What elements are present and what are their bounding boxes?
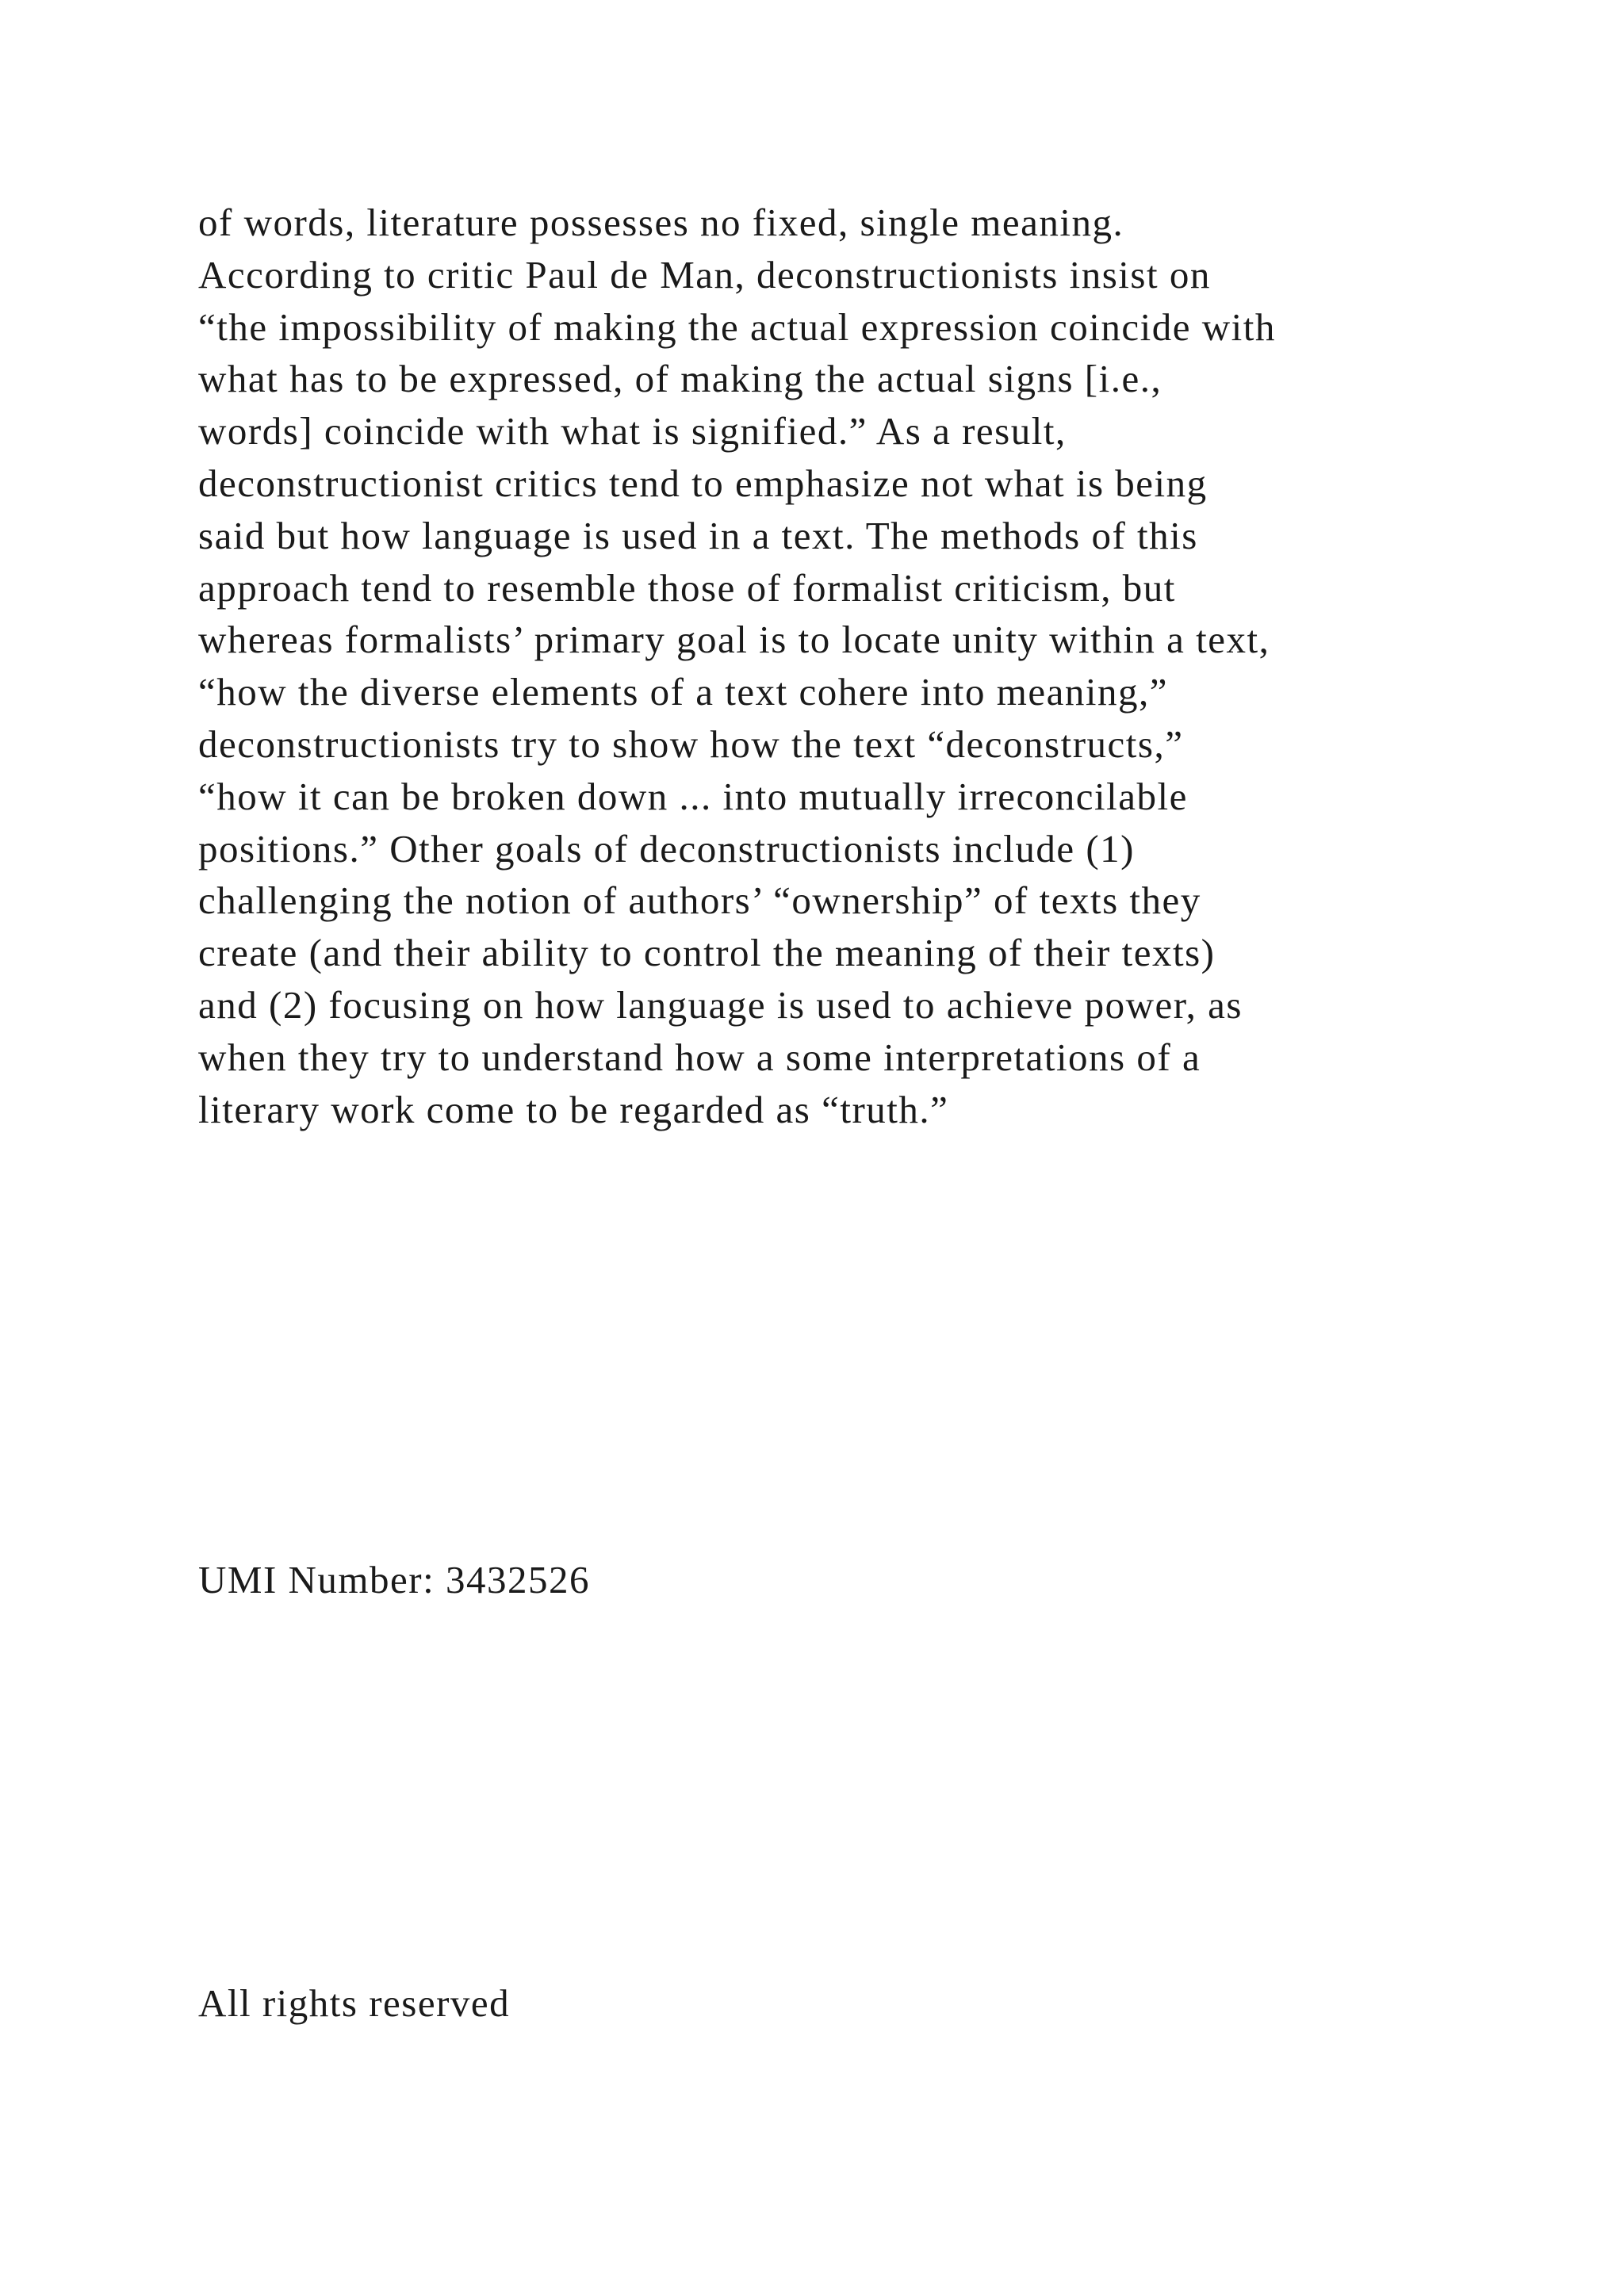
text-line: and (2) focusing on how language is used to achieve power, as	[198, 982, 1243, 1027]
text-line: challenging the notion of authors’ “ownership” of texts they	[198, 878, 1201, 923]
umi-number: UMI Number: 3432526	[198, 1558, 590, 1601]
text-line: said but how language is used in a text. The methods of this	[198, 513, 1198, 557]
text-line: “how it can be broken down ... into mutually irreconcilable	[198, 774, 1188, 818]
text-line: approach tend to resemble those of formalist criticism, but	[198, 565, 1176, 610]
text-line: According to critic Paul de Man, deconstructionists insist on	[198, 252, 1211, 297]
text-line: when they try to understand how a some interpretations of a	[198, 1035, 1201, 1079]
text-line: whereas formalists’ primary goal is to locate unity within a text,	[198, 618, 1270, 662]
text-line: deconstructionists try to show how the text “deconstructs,”	[198, 721, 1184, 766]
text-line: literary work come to be regarded as “truth.”	[198, 1087, 949, 1131]
text-line: what has to be expressed, of making the actual signs [i.e.,	[198, 357, 1162, 401]
text-line: of words, literature possesses no fixed, single meaning.	[198, 201, 1124, 244]
text-line: words] coincide with what is signified.” As a result,	[198, 409, 1067, 453]
text-line: create (and their ability to control the meaning of their texts)	[198, 931, 1216, 975]
body-paragraph	[198, 197, 1507, 1135]
text-line: “how the diverse elements of a text cohere into meaning,”	[198, 670, 1168, 714]
text-line: “the impossibility of making the actual expression coincide with	[198, 304, 1276, 349]
rights-notice: All rights reserved	[198, 1981, 511, 2025]
text-line: positions.” Other goals of deconstructionists include (1)	[198, 826, 1135, 871]
text-line: deconstructionist critics tend to emphasize not what is being	[198, 461, 1208, 505]
